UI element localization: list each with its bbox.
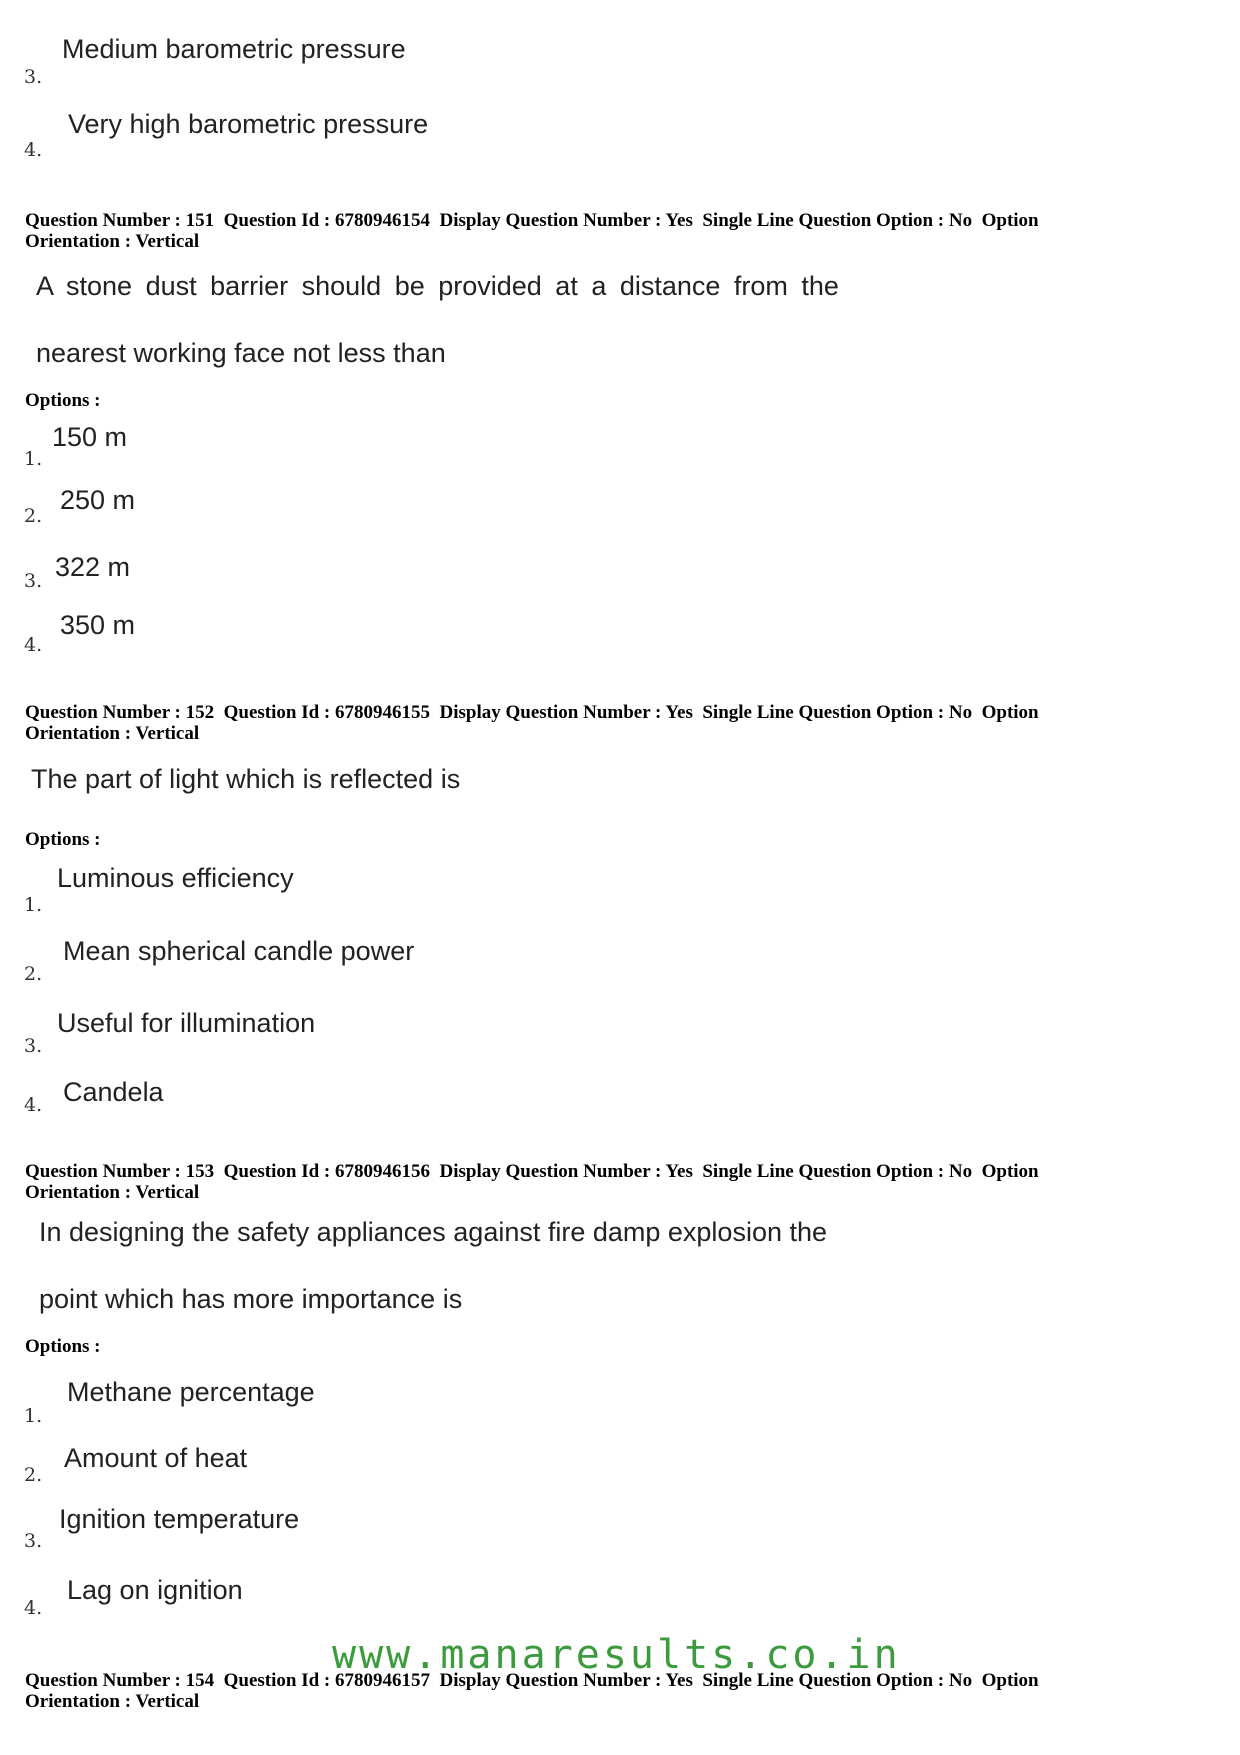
- option-3-text: 322 m: [55, 552, 131, 582]
- question-meta-line1: Question Number : 151 Question Id : 6780946154 Display Question Number : Yes Single Line Question Option : No Option: [25, 210, 1039, 231]
- option-number: 4.: [24, 139, 43, 161]
- option-4-number: 4.: [24, 1597, 43, 1619]
- question-meta-line2: Orientation : Vertical: [25, 231, 200, 252]
- question-meta-line1: Question Number : 154 Question Id : 6780946157 Display Question Number : Yes Single Line Question Option : No Option: [25, 1670, 1039, 1691]
- question-meta: [25, 702, 1205, 744]
- option-1-text: Luminous efficiency: [57, 863, 294, 893]
- question-text-line1: The part of light which is reflected is: [31, 764, 461, 794]
- option-4-text: Lag on ignition: [67, 1575, 243, 1605]
- option-4-number: 4.: [24, 1094, 43, 1116]
- option-1-text: Methane percentage: [67, 1377, 315, 1407]
- question-text-line2: point which has more importance is: [39, 1284, 463, 1314]
- option-3-number: 3.: [24, 1035, 43, 1057]
- option-1-number: 1.: [24, 448, 43, 470]
- option-4-text: 350 m: [60, 610, 136, 640]
- question-meta-line2: Orientation : Vertical: [25, 1691, 200, 1712]
- question-meta-line2: Orientation : Vertical: [25, 723, 200, 744]
- option-2-text: Mean spherical candle power: [63, 936, 415, 966]
- option-2-number: 2.: [24, 505, 43, 527]
- option-3-number: 3.: [24, 1530, 43, 1552]
- question-meta-line1: Question Number : 153 Question Id : 6780946156 Display Question Number : Yes Single Line Question Option : No Option: [25, 1161, 1039, 1182]
- option-2-text: Amount of heat: [64, 1443, 248, 1473]
- option-3-text: Useful for illumination: [57, 1008, 316, 1038]
- option-2-number: 2.: [24, 963, 43, 985]
- question-meta-line2: Orientation : Vertical: [25, 1182, 200, 1203]
- option-3-text: Ignition temperature: [59, 1504, 300, 1534]
- option-number: 3.: [24, 66, 43, 88]
- question-meta: [25, 210, 1205, 252]
- options-label: Options :: [25, 1336, 101, 1357]
- question-text-line2: nearest working face not less than: [36, 338, 446, 368]
- options-label: Options :: [25, 390, 101, 411]
- site-watermark: www.manaresults.co.in: [332, 1632, 901, 1678]
- option-4-number: 4.: [24, 634, 43, 656]
- option-1-number: 1.: [24, 894, 43, 916]
- option-4-text: Candela: [63, 1077, 164, 1107]
- option-2-text: 250 m: [60, 485, 136, 515]
- option-1-text: 150 m: [52, 422, 128, 452]
- option-text: Medium barometric pressure: [62, 34, 406, 64]
- question-text-line1: In designing the safety appliances against fire damp explosion the: [39, 1217, 828, 1247]
- question-meta: [25, 1161, 1205, 1203]
- option-1-number: 1.: [24, 1405, 43, 1427]
- option-3-number: 3.: [24, 570, 43, 592]
- question-text-line1: A stone dust barrier should be provided at a distance from the: [36, 271, 839, 301]
- option-text: Very high barometric pressure: [68, 109, 429, 139]
- question-meta-line1: Question Number : 152 Question Id : 6780946155 Display Question Number : Yes Single Line Question Option : No Option: [25, 702, 1039, 723]
- option-2-number: 2.: [24, 1464, 43, 1486]
- options-label: Options :: [25, 829, 101, 850]
